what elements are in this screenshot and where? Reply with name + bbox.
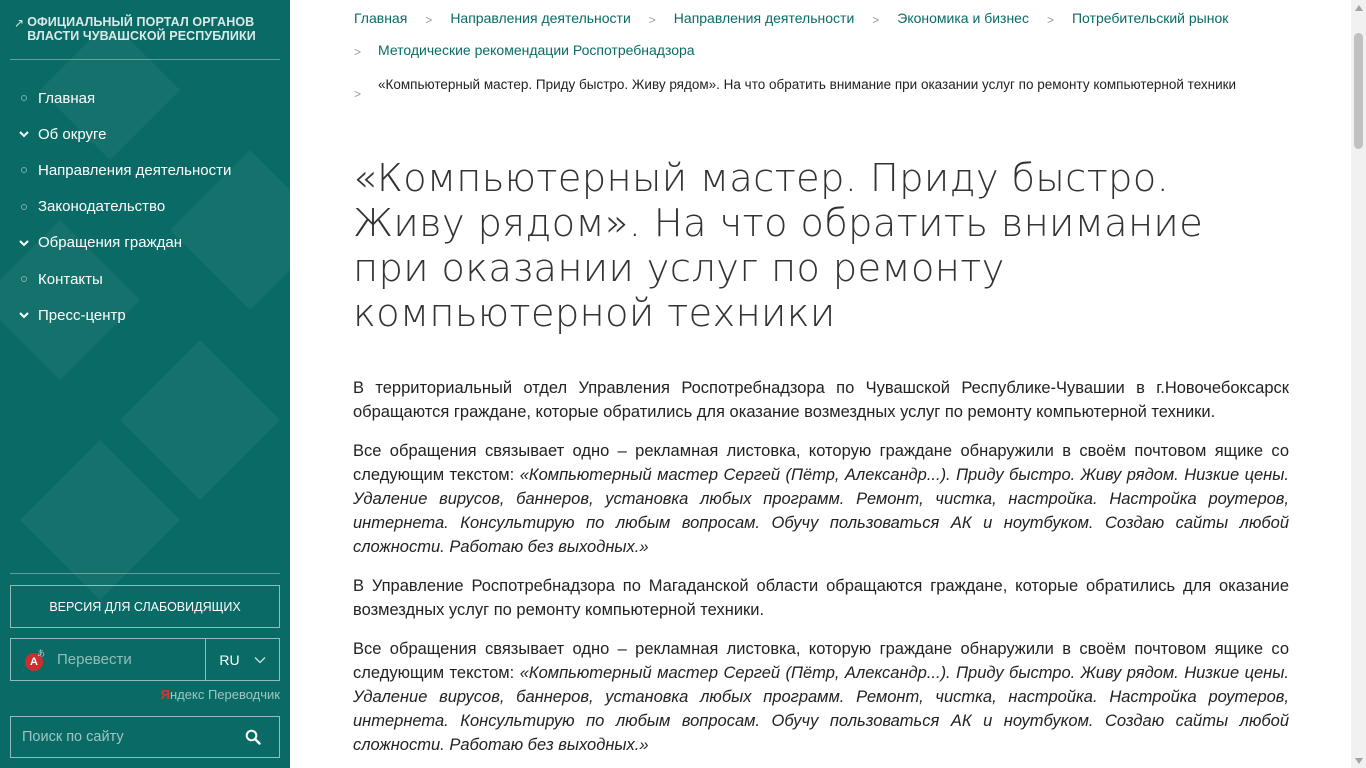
sidebar-nav	[10, 80, 280, 333]
sidebar-item-label: Об округе	[38, 125, 107, 143]
scrollbar-thumb[interactable]	[1354, 33, 1363, 149]
chevron-right-icon: >	[425, 13, 433, 27]
sidebar-item-appeals[interactable]	[10, 225, 280, 261]
page-scrollbar[interactable]	[1351, 0, 1366, 768]
sidebar-item-home[interactable]	[10, 80, 280, 116]
sidebar-item-press[interactable]	[10, 297, 280, 333]
language-select[interactable]	[205, 639, 279, 680]
bullet-icon	[21, 204, 27, 210]
breadcrumb-link-directions-2[interactable]: Направления деятельности	[673, 10, 855, 26]
chevron-right-icon: >	[648, 13, 656, 27]
scroll-up-arrow-icon[interactable]	[1351, 0, 1366, 15]
sidebar	[0, 0, 290, 768]
breadcrumb-link-directions[interactable]: Направления деятельности	[450, 10, 631, 26]
search-input[interactable]	[11, 717, 227, 757]
sidebar-item-contacts[interactable]	[10, 261, 280, 297]
article-paragraph: В Управление Роспотребнадзора по Магаданской области обращаются граждане, которые обратились для оказание возмездных услуг по ремонту компьютерной техники.	[353, 577, 1289, 619]
sidebar-item-label: Пресс-центр	[38, 306, 126, 324]
bullet-icon	[21, 167, 27, 173]
breadcrumb-link-consumer-market[interactable]: Потребительский рынок	[1071, 10, 1229, 26]
sidebar-item-label: Контакты	[38, 270, 103, 288]
search-icon	[245, 729, 261, 745]
article-paragraph: Все обращения связывает одно – рекламная листовка, которую граждане обнаружили в своём почтовом ящике со следующим текстом: «Компьютерный мастер Сергей (Пётр, Александр...). Приду быстро. Живу рядом. Низкие цены. Удаление вирусов, баннеров, установка любых программ. Ремонт, чистка, настройка. Настройка роутеров, интернета. Консультирую по любым вопросам. Обучу пользоваться АК и ноутбуком. Создаю сайты любой сложности. Работаю без выходных.»	[353, 442, 1289, 556]
chevron-right-icon: >	[354, 45, 362, 59]
breadcrumb-current: «Компьютерный мастер. Приду быстро. Живу рядом». На что обратить внимание при оказании услуг по ремонту компьютерной техники	[378, 77, 1237, 92]
breadcrumb-row	[354, 10, 1228, 30]
portal-home-link[interactable]	[10, 12, 280, 60]
chevron-right-icon: >	[354, 87, 362, 101]
translate-widget	[10, 638, 280, 681]
translate-label: Перевести	[57, 651, 132, 668]
accessibility-version-button[interactable]: ВЕРСИЯ ДЛЯ СЛАБОВИДЯЩИХ	[10, 585, 280, 628]
sidebar-item-label: Главная	[38, 89, 96, 107]
breadcrumb-link-guidelines[interactable]: Методические рекомендации Роспотребнадзора	[378, 42, 695, 58]
flyer-quote: «Компьютерный мастер Сергей (Пётр, Александр...). Приду быстро. Живу рядом. Низкие цены. Удаление вирусов, баннеров, установка любых программ. Ремонт, чистка, настройка. Настройка роутеров, интернета. Консультирую по любым вопросам. Обучу пользоваться АК и ноутбуком. Создаю сайты любой сложности. Работаю без выходных.»	[353, 466, 1289, 556]
translate-icon: A あ	[25, 649, 47, 671]
article-paragraph: В территориальный отдел Управления Роспотребнадзора по Чувашской Республике-Чувашии в г.Новочебоксарск обращаются граждане, которые обратились для оказание возмездных услуг по ремонту компьютерной техники.	[353, 379, 1289, 421]
breadcrumb-link-economy[interactable]: Экономика и бизнес	[897, 10, 1029, 26]
sidebar-item-label: Направления деятельности	[38, 161, 232, 179]
bullet-icon	[21, 276, 27, 282]
bullet-icon	[21, 95, 27, 101]
chevron-right-icon: >	[872, 13, 880, 27]
search-button[interactable]	[227, 717, 279, 757]
sidebar-item-label: Обращения граждан	[38, 234, 182, 252]
chevron-down-icon	[254, 654, 266, 666]
site-search	[10, 716, 280, 758]
translate-button[interactable]	[11, 639, 205, 680]
sidebar-item-label: Законодательство	[38, 198, 166, 216]
scroll-down-arrow-icon[interactable]	[1351, 753, 1366, 768]
chevron-right-icon: >	[1046, 13, 1054, 27]
portal-link-label: ОФИЦИАЛЬНЫЙ ПОРТАЛ ОРГАНОВ ВЛАСТИ ЧУВАШСКОЙ РЕСПУБЛИКИ	[27, 15, 256, 43]
yandex-translator-link[interactable]: Яндекс Переводчик	[160, 687, 280, 702]
flyer-quote: «Компьютерный мастер Сергей (Пётр, Александр...). Приду быстро. Живу рядом. Низкие цены. Удаление вирусов, баннеров, установка любых программ. Ремонт, чистка, настройка. Настройка роутеров, интернета. Консультирую по любым вопросам. Обучу пользоваться АК и ноутбуком. Создаю сайты любой сложности. Работаю без выходных.»	[353, 664, 1289, 754]
chevron-down-icon	[18, 128, 30, 140]
language-value: RU	[219, 651, 240, 668]
breadcrumb-row	[354, 74, 1268, 114]
article-paragraph: Все обращения связывает одно – рекламная листовка, которую граждане обнаружили в своём почтовом ящике со следующим текстом: «Компьютерный мастер Сергей (Пётр, Александр...). Приду быстро. Живу рядом. Низкие цены. Удаление вирусов, баннеров, установка любых программ. Ремонт, чистка, настройка. Настройка роутеров, интернета. Консультирую по любым вопросам. Обучу пользоваться АК и ноутбуком. Создаю сайты любой сложности. Работаю без выходных.»	[353, 640, 1289, 754]
main-content	[290, 0, 1351, 768]
sidebar-item-about[interactable]	[10, 116, 280, 152]
sidebar-divider	[10, 573, 280, 574]
chevron-down-icon	[18, 309, 30, 321]
sidebar-item-directions[interactable]	[10, 152, 280, 188]
breadcrumb-link-home[interactable]: Главная	[354, 10, 408, 26]
arrow-up-right-icon: ↗	[14, 16, 25, 30]
article-body	[353, 376, 1289, 768]
breadcrumb-row	[354, 42, 695, 62]
page-title: «Компьютерный мастер. Приду быстро. Живу рядом». На что обратить внимание при оказании услуг по ремонту компьютерной техники	[353, 156, 1204, 336]
sidebar-item-legislation[interactable]	[10, 189, 280, 225]
chevron-down-icon	[18, 237, 30, 249]
